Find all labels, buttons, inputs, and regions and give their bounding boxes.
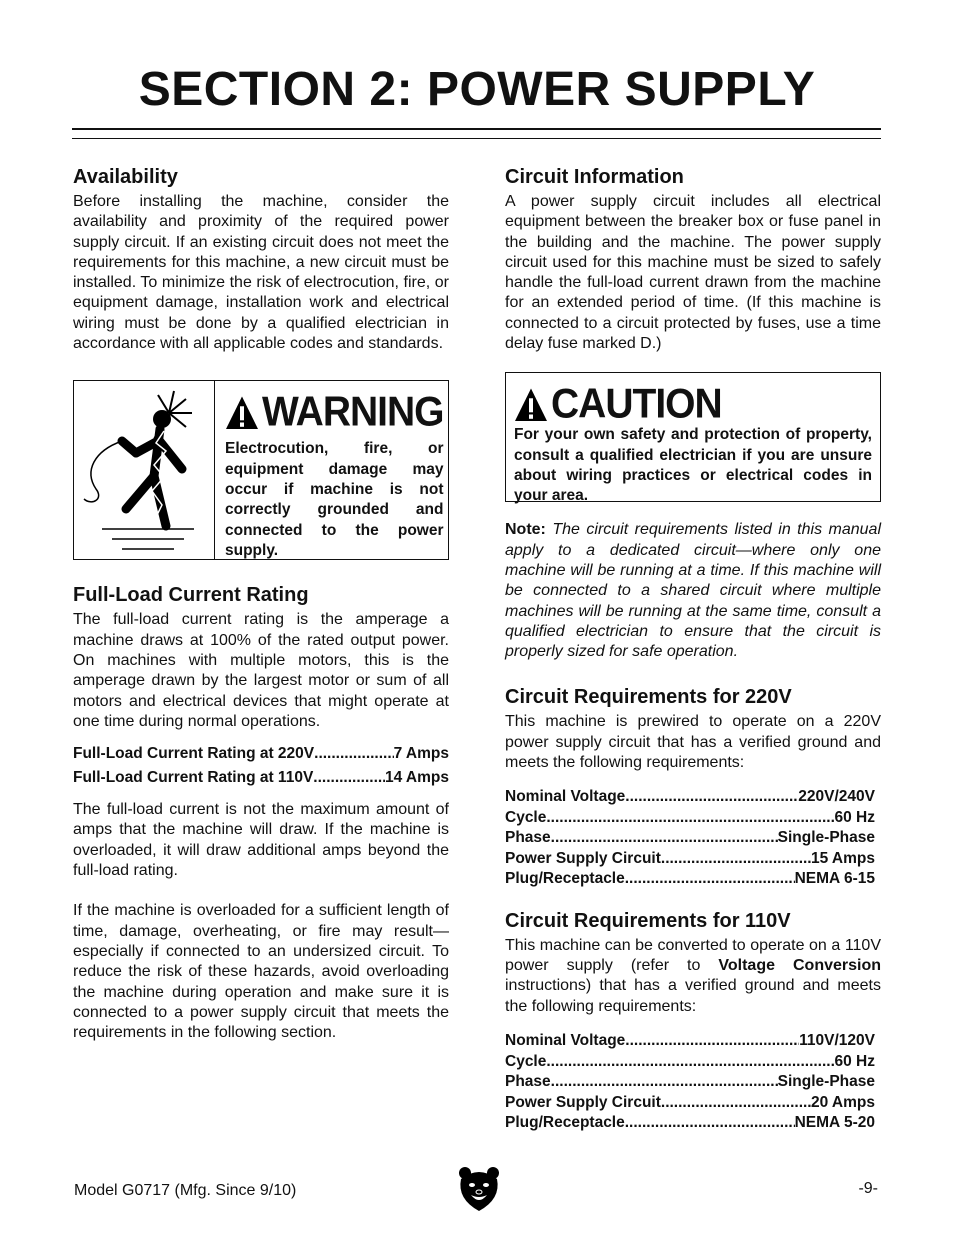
rating-row-220v xyxy=(73,742,449,766)
req110-body-text: instructions) that has a verified ground and meets the following requirements: xyxy=(505,977,881,1015)
full-load-para2: The full-load current is not the maximum amount of amps that the machine will draw. If the machine is overloaded, it will draw additional amps beyond the full-load rating. xyxy=(73,801,449,880)
spec-row xyxy=(505,1052,875,1073)
full-load-para3: If the machine is overloaded for a sufficient length of time, damage, overheating, or fire may result—especially if connected to an undersized circuit. To reduce the risk of these hazards, avoid overloading the machine during operation and make sure it is connected to a power supply circuit that meets the requirements in the following section. xyxy=(73,902,449,1042)
note-paragraph xyxy=(505,520,881,662)
spec-row xyxy=(505,1031,875,1052)
spec-value: 15 Amps xyxy=(810,849,875,867)
spec-label: Nominal Voltage xyxy=(505,788,626,806)
title-rule-thin xyxy=(72,138,881,139)
availability-body: Before installing the machine, consider the availability and proximity of the required power supply circuit. If an existing circuit does not meet the requirements for this machine, a new circuit must be installed. To minimize the risk of electrocution, fire, or equipment damage, installation work and electrical wiring must be done by a qualified electrician in accordance with all applicable codes and standards. xyxy=(73,193,449,353)
circuit-info-body: A power supply circuit includes all electrical equipment between the breaker box or fuse panel in the building and the machine. The power supply circuit used for this machine must be sized to safely handle the full-load current drawn from the machine for an extended period of time. (If this machine is connected to a circuit protected by fuses, use a time delay fuse marked D.) xyxy=(505,193,881,353)
spec-row xyxy=(505,849,875,870)
warning-label: WARNING xyxy=(262,389,444,436)
left-column xyxy=(73,166,449,1043)
title-rule-thick xyxy=(72,128,881,130)
availability-heading: Availability xyxy=(73,166,178,188)
page-title: SECTION 2: POWER SUPPLY xyxy=(138,63,816,116)
rating-label: Full-Load Current Rating at 220V xyxy=(73,745,315,763)
spec-row xyxy=(505,1093,875,1114)
req220-heading: Circuit Requirements for 220V xyxy=(505,686,792,709)
circuit-info-heading: Circuit Information xyxy=(505,166,684,188)
req110-body-text: This machine can be converted to operate on a 110V power supply (refer to xyxy=(505,936,881,975)
rating-row-110v xyxy=(73,766,449,790)
spec-value: 110V/120V xyxy=(799,1032,875,1050)
leader-dots xyxy=(551,1072,778,1093)
page-number: -9- xyxy=(858,1180,878,1197)
note-text: The circuit requirements listed in this manual apply to a dedicated circuit—where only one machine will be running at a time. If this machine will be connected to a shared circuit where multiple machines will be running at the same time, consult a qualified electrician to ensure that the circuit is properly sized for safe operation. xyxy=(505,521,882,661)
voltage-conversion-reference: Voltage Conversion xyxy=(718,957,882,975)
spec-value: Single-Phase xyxy=(777,829,875,847)
warning-text: Electrocution, fire, or equipment damage may occur if machine is not correctly grounded and connected to the power supply. xyxy=(225,440,444,559)
caution-box xyxy=(505,372,881,505)
leader-dots xyxy=(313,766,385,790)
caution-header xyxy=(514,381,872,429)
req110-heading: Circuit Requirements for 110V xyxy=(505,909,791,932)
caution-triangle-icon xyxy=(514,388,548,423)
spec-label: Plug/Receptacle xyxy=(505,1114,625,1132)
leader-dots xyxy=(551,828,778,849)
spec-value: 20 Amps xyxy=(810,1093,875,1111)
spec-value: 60 Hz xyxy=(834,1052,875,1070)
leader-dots xyxy=(625,869,795,890)
grizzly-bear-logo-icon xyxy=(457,1165,501,1218)
spec-value: NEMA 5-20 xyxy=(794,1114,875,1132)
full-load-heading: Full-Load Current Rating xyxy=(73,584,309,607)
spec-row xyxy=(505,1113,875,1134)
leader-dots xyxy=(625,1031,799,1052)
footer-model: Model G0717 (Mfg. Since 9/10) xyxy=(74,1182,297,1199)
spec-row xyxy=(505,869,875,890)
spec-label: Phase xyxy=(505,829,551,847)
spec-label: Cycle xyxy=(505,808,547,826)
leader-dots xyxy=(661,1093,811,1114)
caution-label: CAUTION xyxy=(551,381,722,428)
spec-value: Single-Phase xyxy=(777,1073,875,1091)
spec-label: Power Supply Circuit xyxy=(505,1093,661,1111)
leader-dots xyxy=(661,849,811,870)
req110-spec-list xyxy=(505,1031,875,1134)
spec-label: Power Supply Circuit xyxy=(505,849,661,867)
warning-header xyxy=(225,389,444,437)
spec-label: Plug/Receptacle xyxy=(505,870,625,888)
leader-dots xyxy=(546,808,834,829)
warning-triangle-icon xyxy=(225,396,259,431)
req220-body: This machine is prewired to operate on a 220V power supply circuit that has a verified ground and meets the following requirements: xyxy=(505,713,881,772)
electrocution-hazard-icon xyxy=(74,381,215,559)
spec-value: 60 Hz xyxy=(834,808,875,826)
warning-box xyxy=(73,380,449,560)
req220-spec-list xyxy=(505,787,875,890)
full-load-body: The full-load current rating is the amperage a machine draws at 100% of the rated output power. On machines with multiple motors, this is the amperage drawn by the largest motor or sum of all motors and electrical devices that might operate at one time during normal operations. xyxy=(73,611,449,730)
spec-value: NEMA 6-15 xyxy=(794,870,875,888)
rating-value: 14 Amps xyxy=(384,769,449,787)
full-load-ratings xyxy=(73,742,449,790)
leader-dots xyxy=(546,1052,834,1073)
spec-value: 220V/240V xyxy=(798,788,875,806)
leader-dots xyxy=(625,787,798,808)
spec-label: Phase xyxy=(505,1073,551,1091)
note-label: Note: xyxy=(505,521,546,539)
rating-label: Full-Load Current Rating at 110V xyxy=(73,769,314,787)
right-column xyxy=(505,166,881,1134)
caution-text: For your own safety and protection of property, consult a qualified electrician if you are unsure about wiring practices or electrical codes in your area. xyxy=(514,426,872,505)
req110-body xyxy=(505,936,881,1017)
spec-label: Nominal Voltage xyxy=(505,1032,626,1050)
leader-dots xyxy=(625,1113,795,1134)
spec-row xyxy=(505,1072,875,1093)
spec-label: Cycle xyxy=(505,1052,547,1070)
leader-dots xyxy=(314,742,393,766)
spec-row xyxy=(505,787,875,808)
rating-value: 7 Amps xyxy=(393,745,449,763)
spec-row xyxy=(505,808,875,829)
spec-row xyxy=(505,828,875,849)
